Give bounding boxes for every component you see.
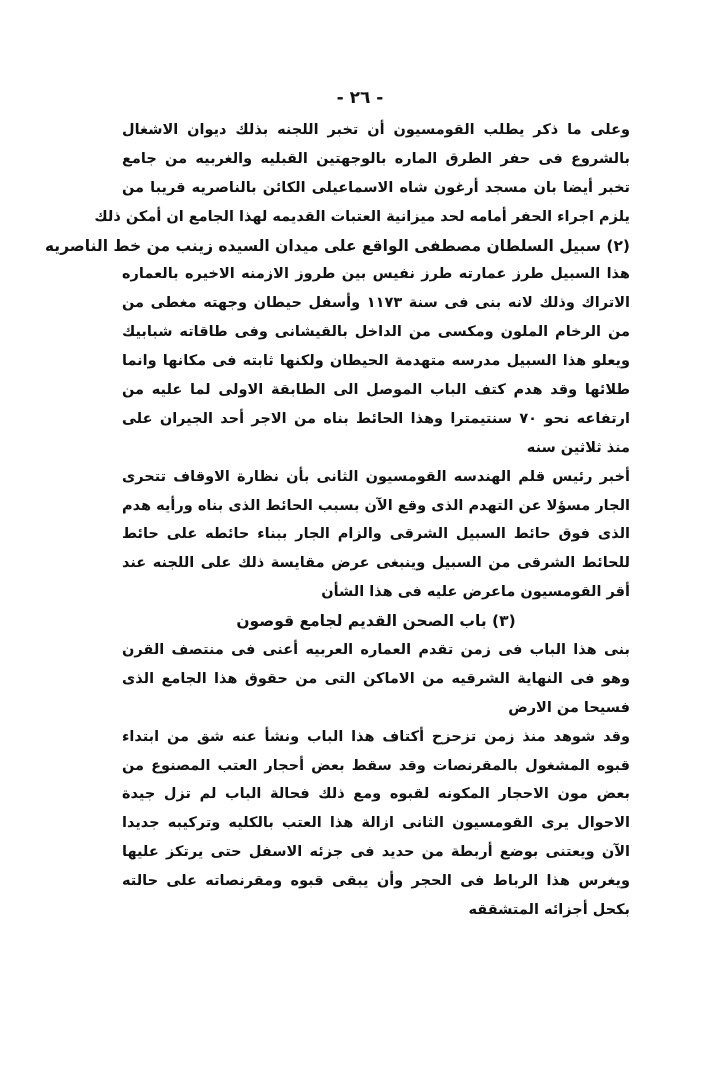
text-line: ويغرس هذا الرباط فى الحجر وأن يبقى قبوه ومقرنصاته على حالته <box>122 873 630 890</box>
text-line: من الرخام الملون ومكسى من الداخل بالقيشانى وفى طاقاته شبابيك <box>122 324 630 341</box>
text-line: الآن ويعتنى بوضع أربطة من حديد فى جزئه الاسفل حتى يرتكز عليها <box>122 844 630 861</box>
text-line: الجار مسؤلا عن التهدم الذى وقع الآن بسبب الحائط الذى بناه ورأيه هدم <box>122 497 630 514</box>
text-line: أخبر رئيس قلم الهندسه القومسيون الثانى بأن نظارة الاوقاف تتحرى <box>122 468 630 485</box>
text-line: ويعلو هذا السبيل مدرسه متهدمة الحيطان ولكنها ثابته فى مكانها وانما <box>122 353 630 370</box>
text-line: هذا السبيل طرز عمارته طرز نفيس بين طروز الازمنه الاخيره بالعماره <box>122 266 630 283</box>
text-line: ارتفاعه نحو ٧٠ سنتيمترا وهذا الحائط بناه من الاجر أحد الجيران على <box>122 410 630 427</box>
text-line: بنى هذا الباب فى زمن تقدم العماره العربيه أعنى فى منتصف القرن <box>122 642 630 659</box>
text-line: وعلى ما ذكر يطلب القومسيون أن تخبر اللجنه بذلك ديوان الاشغال <box>122 122 630 138</box>
text-line: تخبر أيضا بان مسجد أرغون شاه الاسماعيلى الكائن بالناصريه قريبا من <box>122 179 630 196</box>
text-line: وقد شوهد منذ زمن تزحزح أكتاف هذا الباب ونشأ عنه شق من ابتداء <box>122 728 630 745</box>
text-line: منذ ثلاثين سنه <box>526 439 630 456</box>
text-line: وهو فى النهاية الشرقيه من الاماكن التى من حقوق هذا الجامع الذى <box>122 670 630 687</box>
section-heading: (٢) سبيل السلطان مصطفى الواقع على ميدان السيده زينب من خط الناصريه <box>44 236 630 255</box>
text-line: بعض مون الاحجار المكونه لقبوه ومع ذلك فحالة الباب لم تزل جيدة <box>122 786 630 803</box>
section-heading: (٣) باب الصحن القديم لجامع قوصون <box>236 612 516 631</box>
document-body <box>44 116 630 925</box>
text-line: فسيحا من الارض <box>508 699 630 716</box>
text-line: يلزم اجراء الحفر أمامه لحد ميزانية العتبات القديمه لهذا الجامع ان أمكن ذلك <box>94 208 630 225</box>
text-line: للحائط الشرقى من السبيل وينبغى عرض مقايسة ذلك على اللجنه عند <box>122 555 630 572</box>
text-line: الاحوال يرى القومسيون الثانى ازالة هذا العتب بالكليه وتركيبه جديدا <box>122 815 630 832</box>
text-line: بكحل أجزائه المتشققه <box>468 902 630 919</box>
text-line: أقر القومسيون ماعرض عليه فى هذا الشأن <box>321 584 630 601</box>
page-number: - ٢٦ - <box>336 88 384 108</box>
text-line: بالشروع فى حفر الطرق الماره بالوجهتين القبليه والغربيه من جامع <box>122 150 630 167</box>
text-line: الذى فوق حائط السبيل الشرقى والزام الجار ببناء حائطه على حائط <box>122 526 630 543</box>
text-line: الاتراك وذلك لانه بنى فى سنة ١١٧٣ وأسفل حيطان وجهته مغطى من <box>122 295 630 312</box>
text-line: طلائها وقد هدم كتف الباب الموصل الى الطابقة الاولى لما عليه من <box>122 382 630 399</box>
text-line: قبوه المشغول بالمقرنصات وقد سقط بعض أحجار العتب المصنوع من <box>122 757 630 774</box>
